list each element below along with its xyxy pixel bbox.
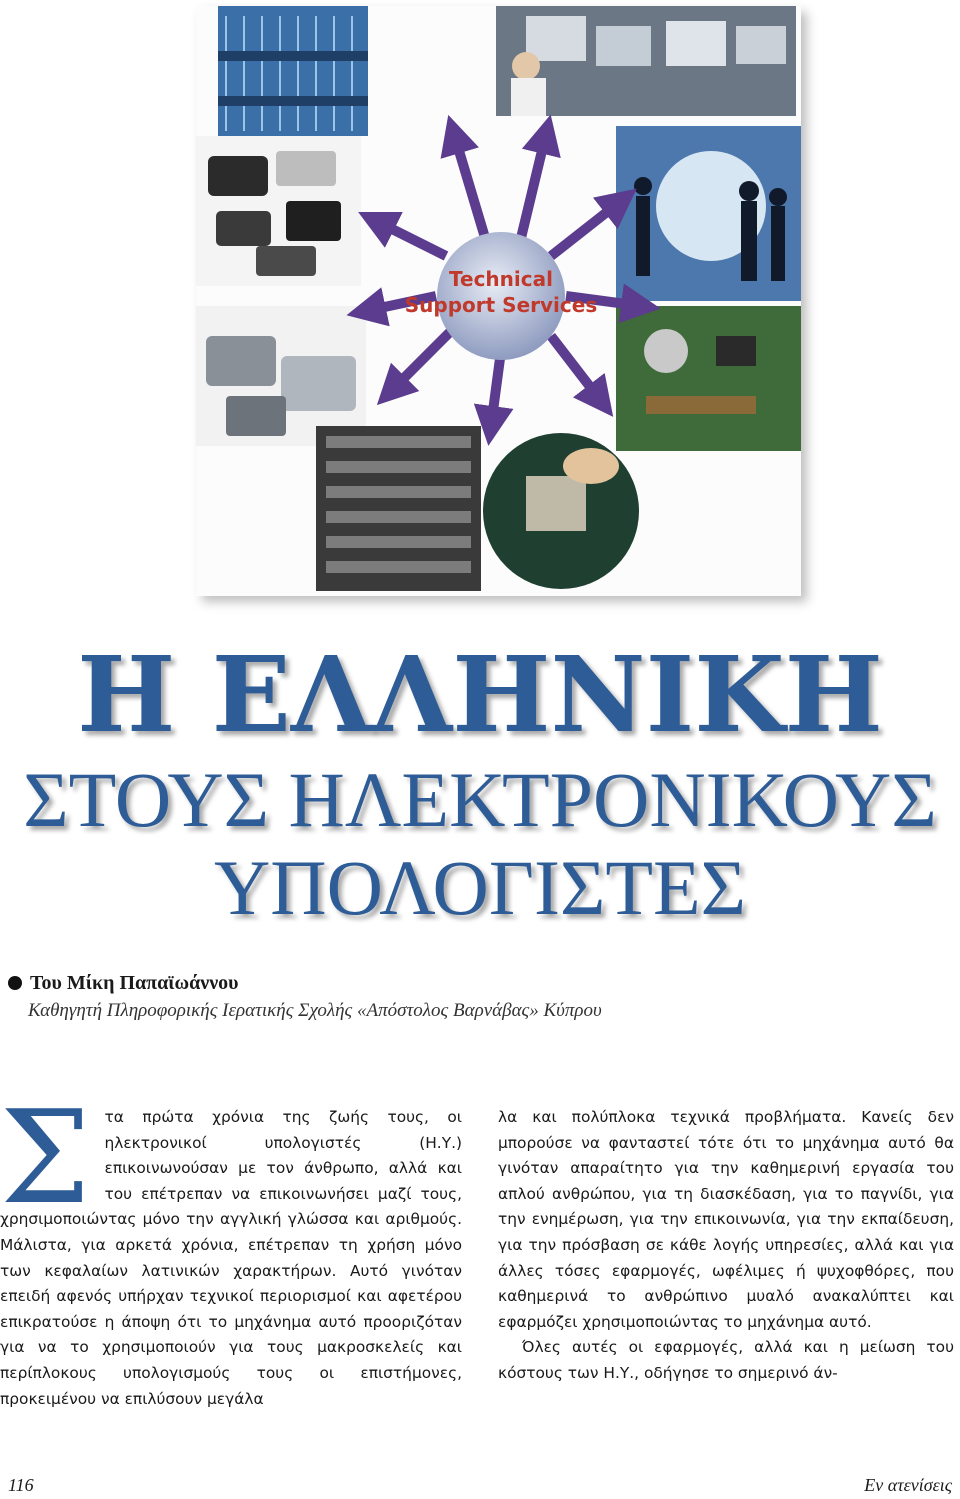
author-line — [8, 972, 239, 995]
photo-network-cabling — [218, 6, 368, 136]
photo-telephones — [196, 136, 361, 286]
body-paragraph-1-continued: λα και πολύπλοκα τεχνικά προβλήματα. Κανείς δεν μπορούσε να φανταστεί τότε ότι το μηχάνημα αυτό θα γινόταν απαραίτητο για την καθημερινή εργασία του απλού ανθρώπου, για τη διασκέδαση, για το παγνίδι, για την ενημέρωση, για την επικοινωνία, για την εκπαίδευση, για την πρόσβαση σε κάθε λογής υπηρεσίες, αλλά και για άλλες τόσες εφαρμογές, ωφέλιμες ή ψυχοφθόρες, που καθημερινά το ανθρώπινο μυαλό ανακαλύπτει και εφαρμόζει χρησιμοποιώντας το μηχάνημα αυτό. — [498, 1108, 954, 1331]
bullet-icon — [8, 976, 22, 990]
author-name: Του Μίκη Παπαϊωάννου — [30, 972, 239, 994]
page-number: 116 — [8, 1475, 34, 1495]
article-subtitle-line1: ΣΤΟΥΣ ΗΛΕΚΤΡΟΝΙΚΟΥΣ — [23, 756, 937, 843]
body-text-left: τα πρώτα χρόνια της ζωής τους, οι ηλεκτρονικοί υπολογιστές (Η.Υ.) επικοινωνούσαν με τον άνθρωπο, αλλά και του επέτρεπαν να επικοινωνήσει μαζί τους, χρησιμοποιώντας μόνο την αγγλική γλώσσα και αριθμούς. Μάλιστα, για αρκετά χρόνια, επέτρεπαν τη χρήση μόνο των κεφαλαίων λατινικών χαρακτήρων. Αυτό γινόταν επειδή αφενός υπήρχαν τεχνικοί περιορισμοί και αφετέρου επικρατούσε η άποψη ότι το μηχάνημα αυτό προοριζόταν για να το χρησιμοποιούν για τους μακροσκελείς και περίπλοκους υπολογισμούς τους οι επιστήμονες, προκειμένου να επιλύσουν μεγάλα — [0, 1108, 462, 1408]
body-paragraph-1 — [0, 1084, 462, 1412]
body-paragraph-2: Όλες αυτές οι εφαρμογές, αλλά και η μείωση του κόστους των Η.Υ., οδήγησε το σημερινό άν- — [498, 1338, 954, 1382]
journal-name: Εν ατενίσεις — [864, 1475, 952, 1495]
photo-printers — [196, 306, 366, 446]
center-label-line2: Support Services — [404, 293, 598, 317]
body-column-right — [498, 1105, 954, 1387]
article-title: Η ΕΛΛΗΝΙΚΗ — [77, 633, 883, 756]
center-label-line1: Technical — [449, 267, 553, 291]
photo-server-rack — [316, 426, 481, 591]
technical-support-figure — [196, 6, 801, 596]
article-subtitle-line2: ΥΠΟΛΟΓΙΣΤΕΣ — [213, 844, 747, 931]
photo-motherboard-repair — [616, 306, 801, 451]
body-column-left — [0, 1084, 462, 1412]
photo-technician-workstation — [496, 6, 796, 116]
author-affiliation: Καθηγητή Πληροφορικής Ιερατικής Σχολής «Απόστολος Βαρνάβας» Κύπρου — [28, 1000, 602, 1021]
photo-business-people — [616, 126, 801, 301]
drop-cap: Σ — [0, 1084, 91, 1233]
support-services-diagram — [196, 6, 801, 596]
photo-cpu-install — [483, 433, 639, 589]
